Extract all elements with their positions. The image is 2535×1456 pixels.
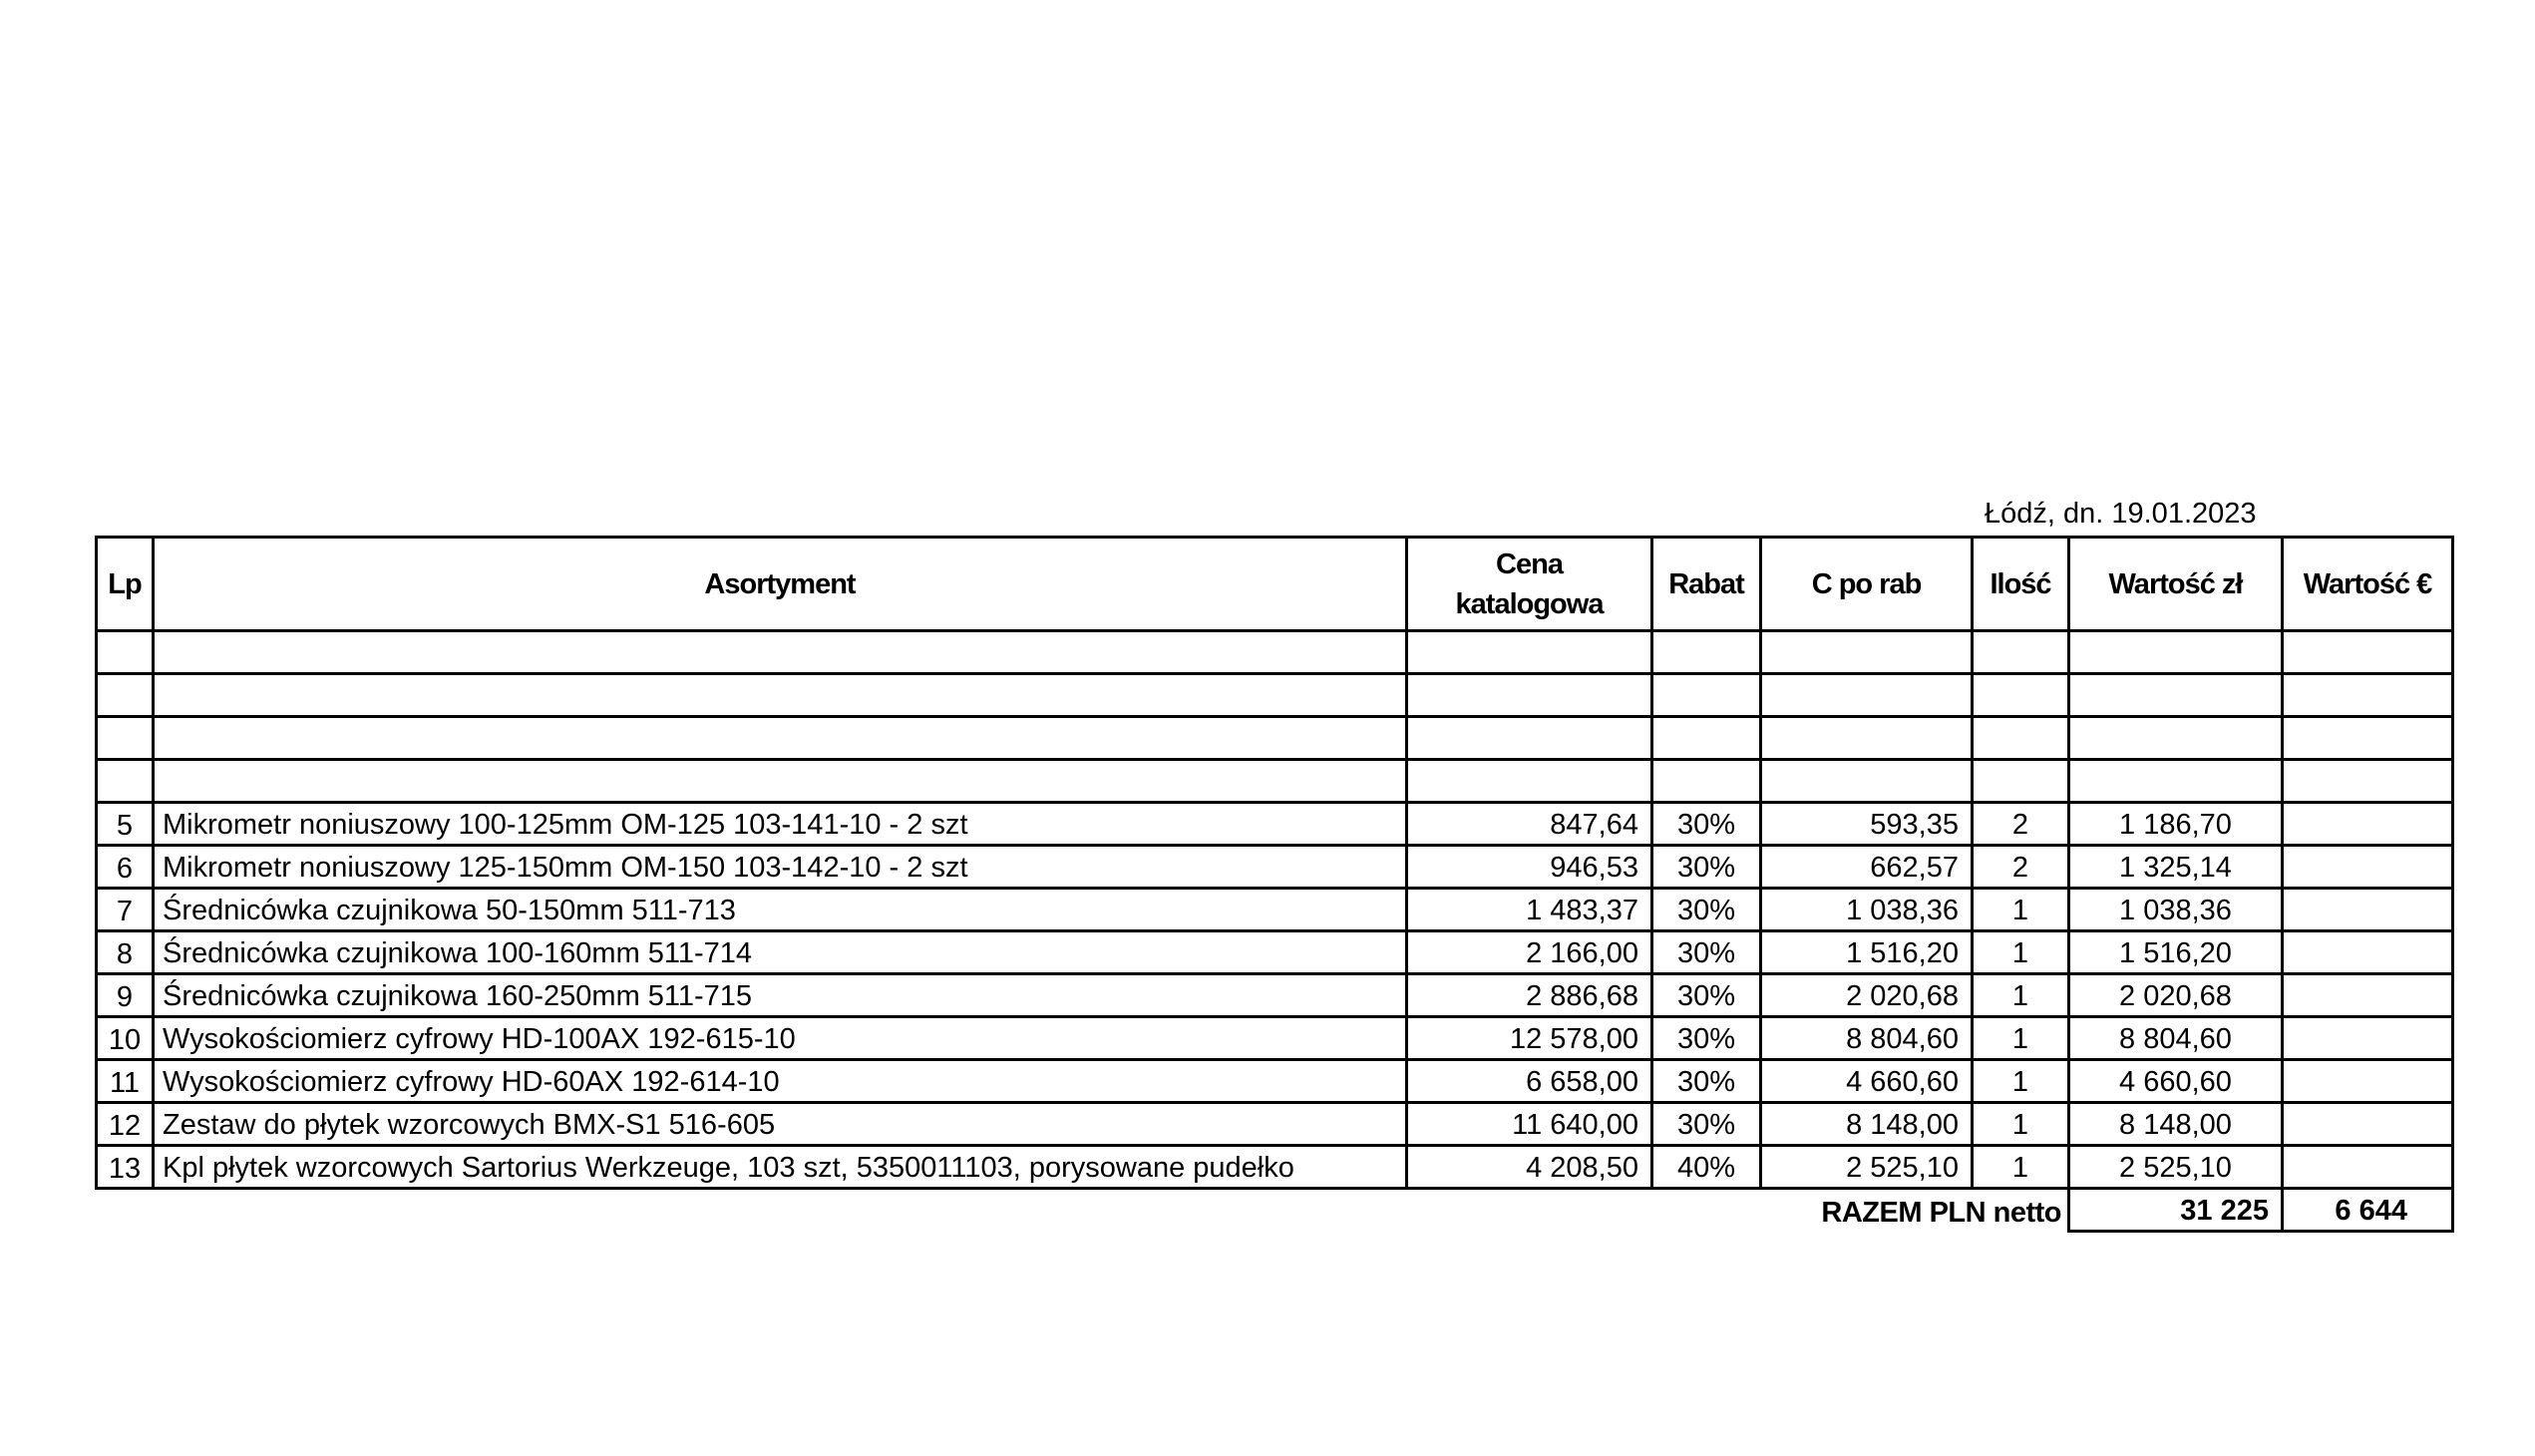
offer-table xyxy=(95,536,2454,1233)
cell-rabat: 30% xyxy=(1652,931,1761,974)
cell-wartosc-zl: 8 804,60 xyxy=(2069,1017,2283,1060)
cell-wartosc-eur xyxy=(2283,1103,2453,1146)
header-rabat: Rabat xyxy=(1652,538,1761,631)
cell-asortyment: Wysokościomierz cyfrowy HD-60AX 192-614-10 xyxy=(154,1060,1407,1103)
cell-asortyment: Średnicówka czujnikowa 50-150mm 511-713 xyxy=(154,889,1407,931)
table-row xyxy=(97,974,2453,1017)
total-row xyxy=(97,1189,2453,1232)
cell-lp: 13 xyxy=(97,1146,154,1189)
cell-rabat: 30% xyxy=(1652,974,1761,1017)
cell-c-po-rab: 662,57 xyxy=(1761,846,1973,889)
cell-ilosc: 1 xyxy=(1973,1103,2069,1146)
header-asortyment: Asortyment xyxy=(154,538,1407,631)
cell-wartosc-zl: 1 516,20 xyxy=(2069,931,2283,974)
cell-rabat: 40% xyxy=(1652,1146,1761,1189)
cell-lp xyxy=(97,631,154,674)
cell-c-po-rab: 8 804,60 xyxy=(1761,1017,1973,1060)
cell-cena-katalogowa: 4 208,50 xyxy=(1407,1146,1652,1189)
cell-asortyment: Średnicówka czujnikowa 100-160mm 511-714 xyxy=(154,931,1407,974)
cell-rabat xyxy=(1652,717,1761,760)
cell-wartosc-zl: 2 020,68 xyxy=(2069,974,2283,1017)
cell-wartosc-eur xyxy=(2283,803,2453,846)
cell-ilosc xyxy=(1973,631,2069,674)
cell-wartosc-zl xyxy=(2069,717,2283,760)
cell-asortyment xyxy=(154,717,1407,760)
cell-ilosc: 1 xyxy=(1973,974,2069,1017)
cell-ilosc: 1 xyxy=(1973,1060,2069,1103)
table-row xyxy=(97,1103,2453,1146)
cell-ilosc: 1 xyxy=(1973,1017,2069,1060)
total-label: RAZEM PLN netto xyxy=(1652,1189,2069,1232)
table-row xyxy=(97,674,2453,717)
cell-rabat: 30% xyxy=(1652,1017,1761,1060)
cell-lp xyxy=(97,674,154,717)
cell-lp: 9 xyxy=(97,974,154,1017)
cell-wartosc-eur xyxy=(2283,1060,2453,1103)
cell-ilosc xyxy=(1973,760,2069,803)
cell-cena-katalogowa: 11 640,00 xyxy=(1407,1103,1652,1146)
cell-rabat: 30% xyxy=(1652,1060,1761,1103)
cell-wartosc-zl: 2 525,10 xyxy=(2069,1146,2283,1189)
cell-wartosc-eur xyxy=(2283,1017,2453,1060)
cell-rabat xyxy=(1652,631,1761,674)
header-wartosc-eur: Wartość € xyxy=(2283,538,2453,631)
header-cena-line2: katalogowa xyxy=(1455,587,1604,620)
cell-cena-katalogowa: 946,53 xyxy=(1407,846,1652,889)
cell-cena-katalogowa: 1 483,37 xyxy=(1407,889,1652,931)
cell-c-po-rab: 4 660,60 xyxy=(1761,1060,1973,1103)
cell-wartosc-zl xyxy=(2069,631,2283,674)
table-row xyxy=(97,889,2453,931)
cell-rabat: 30% xyxy=(1652,803,1761,846)
cell-c-po-rab: 1 038,36 xyxy=(1761,889,1973,931)
header-cena-katalogowa xyxy=(1407,538,1652,631)
cell-ilosc: 2 xyxy=(1973,803,2069,846)
cell-cena-katalogowa xyxy=(1407,674,1652,717)
cell-wartosc-zl: 8 148,00 xyxy=(2069,1103,2283,1146)
cell-ilosc: 1 xyxy=(1973,1146,2069,1189)
cell-wartosc-eur xyxy=(2283,717,2453,760)
cell-rabat: 30% xyxy=(1652,1103,1761,1146)
table-row xyxy=(97,717,2453,760)
table-row xyxy=(97,760,2453,803)
cell-rabat: 30% xyxy=(1652,889,1761,931)
place-date: Łódź, dn. 19.01.2023 xyxy=(1985,498,2257,530)
cell-lp: 6 xyxy=(97,846,154,889)
cell-asortyment xyxy=(154,631,1407,674)
cell-ilosc: 1 xyxy=(1973,889,2069,931)
header-ilosc: Ilość xyxy=(1973,538,2069,631)
cell-c-po-rab: 8 148,00 xyxy=(1761,1103,1973,1146)
table-row xyxy=(97,631,2453,674)
cell-wartosc-eur xyxy=(2283,889,2453,931)
cell-asortyment: Mikrometr noniuszowy 125-150mm OM-150 103-142-10 - 2 szt xyxy=(154,846,1407,889)
cell-wartosc-eur xyxy=(2283,1146,2453,1189)
cell-asortyment xyxy=(154,674,1407,717)
cell-wartosc-zl xyxy=(2069,674,2283,717)
cell-wartosc-zl: 1 325,14 xyxy=(2069,846,2283,889)
header-c-po-rab: C po rab xyxy=(1761,538,1973,631)
cell-lp: 10 xyxy=(97,1017,154,1060)
cell-wartosc-zl: 1 186,70 xyxy=(2069,803,2283,846)
cell-ilosc xyxy=(1973,717,2069,760)
cell-asortyment: Zestaw do płytek wzorcowych BMX-S1 516-605 xyxy=(154,1103,1407,1146)
cell-asortyment: Kpl płytek wzorcowych Sartorius Werkzeuge, 103 szt, 5350011103, porysowane pudełko xyxy=(154,1146,1407,1189)
cell-cena-katalogowa xyxy=(1407,760,1652,803)
cell-ilosc: 2 xyxy=(1973,846,2069,889)
table-row xyxy=(97,931,2453,974)
cell-ilosc xyxy=(1973,674,2069,717)
table-row xyxy=(97,1017,2453,1060)
table-row xyxy=(97,803,2453,846)
table-header-row xyxy=(97,538,2453,631)
cell-c-po-rab xyxy=(1761,631,1973,674)
table-row xyxy=(97,1060,2453,1103)
cell-c-po-rab: 593,35 xyxy=(1761,803,1973,846)
table-row xyxy=(97,1146,2453,1189)
cell-wartosc-eur xyxy=(2283,674,2453,717)
cell-c-po-rab: 2 020,68 xyxy=(1761,974,1973,1017)
cell-cena-katalogowa xyxy=(1407,631,1652,674)
cell-lp: 5 xyxy=(97,803,154,846)
cell-rabat: 30% xyxy=(1652,846,1761,889)
cell-wartosc-zl xyxy=(2069,760,2283,803)
cell-asortyment: Wysokościomierz cyfrowy HD-100AX 192-615-10 xyxy=(154,1017,1407,1060)
cell-cena-katalogowa: 2 886,68 xyxy=(1407,974,1652,1017)
cell-wartosc-eur xyxy=(2283,846,2453,889)
cell-asortyment: Średnicówka czujnikowa 160-250mm 511-715 xyxy=(154,974,1407,1017)
cell-c-po-rab xyxy=(1761,760,1973,803)
cell-wartosc-zl: 4 660,60 xyxy=(2069,1060,2283,1103)
cell-cena-katalogowa xyxy=(1407,717,1652,760)
cell-c-po-rab xyxy=(1761,717,1973,760)
cell-c-po-rab: 2 525,10 xyxy=(1761,1146,1973,1189)
cell-wartosc-zl: 1 038,36 xyxy=(2069,889,2283,931)
cell-lp: 11 xyxy=(97,1060,154,1103)
cell-wartosc-eur xyxy=(2283,631,2453,674)
cell-cena-katalogowa: 12 578,00 xyxy=(1407,1017,1652,1060)
cell-lp: 12 xyxy=(97,1103,154,1146)
cell-c-po-rab xyxy=(1761,674,1973,717)
cell-lp xyxy=(97,760,154,803)
cell-cena-katalogowa: 847,64 xyxy=(1407,803,1652,846)
cell-lp xyxy=(97,717,154,760)
cell-cena-katalogowa: 2 166,00 xyxy=(1407,931,1652,974)
cell-asortyment xyxy=(154,760,1407,803)
header-lp: Lp xyxy=(97,538,154,631)
cell-lp: 7 xyxy=(97,889,154,931)
cell-asortyment: Mikrometr noniuszowy 100-125mm OM-125 103-141-10 - 2 szt xyxy=(154,803,1407,846)
cell-wartosc-eur xyxy=(2283,931,2453,974)
cell-ilosc: 1 xyxy=(1973,931,2069,974)
cell-rabat xyxy=(1652,674,1761,717)
total-pln: 31 225 xyxy=(2069,1189,2283,1232)
total-eur: 6 644 xyxy=(2283,1189,2453,1232)
cell-c-po-rab: 1 516,20 xyxy=(1761,931,1973,974)
cell-wartosc-eur xyxy=(2283,974,2453,1017)
header-cena-line1: Cena xyxy=(1496,547,1563,580)
cell-cena-katalogowa: 6 658,00 xyxy=(1407,1060,1652,1103)
cell-rabat xyxy=(1652,760,1761,803)
cell-lp: 8 xyxy=(97,931,154,974)
cell-wartosc-eur xyxy=(2283,760,2453,803)
header-wartosc-zl: Wartość zł xyxy=(2069,538,2283,631)
table-row xyxy=(97,846,2453,889)
